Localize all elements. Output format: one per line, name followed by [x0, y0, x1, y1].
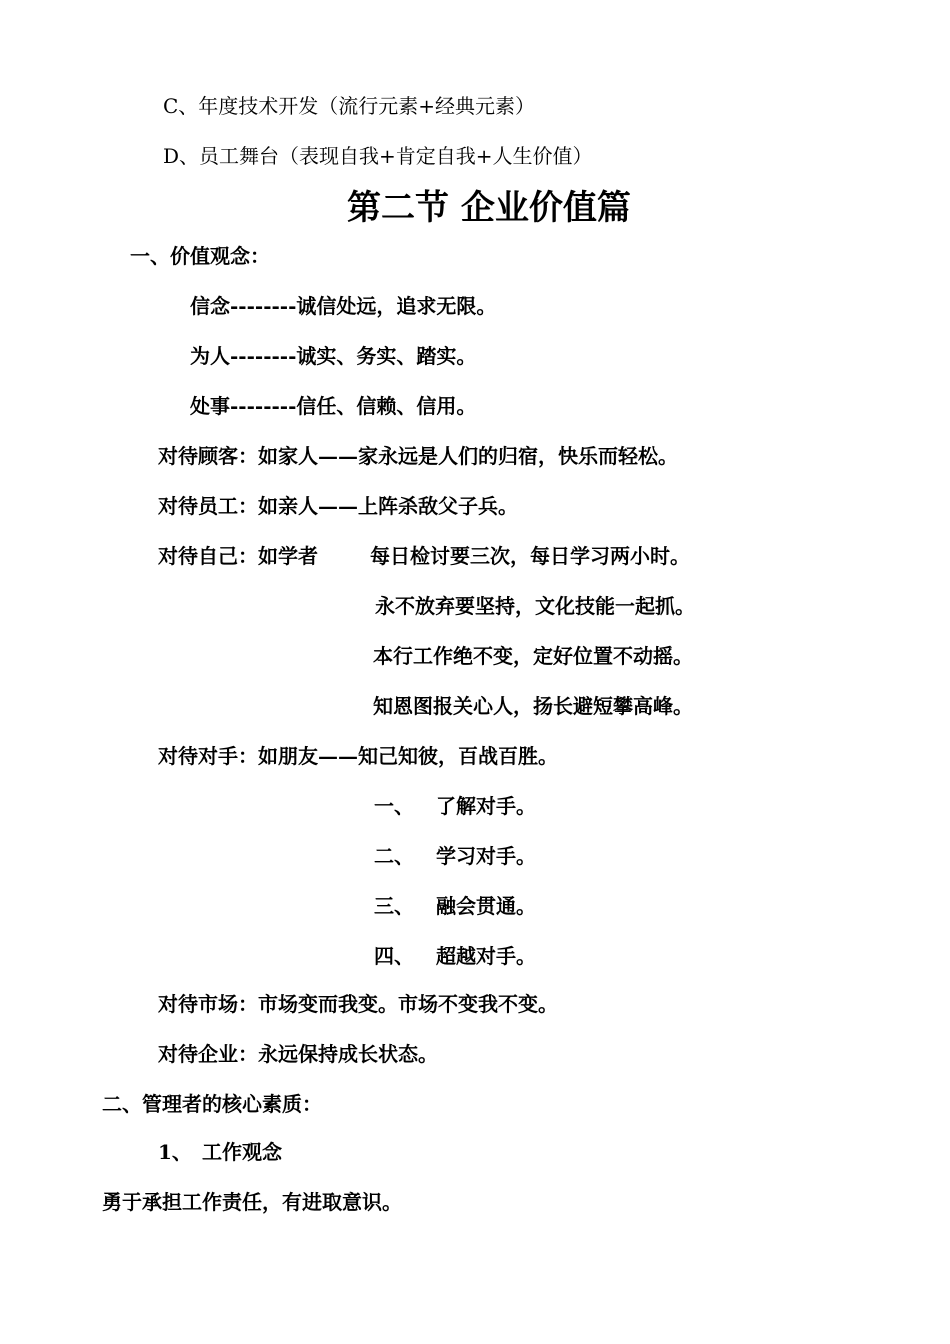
step-text: 超越对手。	[436, 944, 536, 968]
list-item-d: D、员工舞台（表现自我+肯定自我+人生价值）	[163, 144, 593, 168]
self-line-2: 永不放弃要坚持，文化技能一起抓。	[375, 594, 695, 618]
step-number: 三、	[374, 894, 414, 918]
section-title: 第二节 企业价值篇	[347, 188, 631, 228]
rival-step-1	[374, 792, 536, 820]
rival-step-2	[374, 842, 536, 870]
step-number: 二、	[374, 844, 414, 868]
list-item-c: C、年度技术开发（流行元素+经典元素）	[163, 94, 536, 118]
responsibility-text: 勇于承担工作责任，有进取意识。	[102, 1190, 402, 1214]
treat-enterprise: 对待企业：永远保持成长状态。	[158, 1042, 438, 1066]
treat-self-label: 对待自己：如学者	[158, 544, 318, 568]
value-conduct: 为人--------诚实、务实、踏实。	[190, 344, 477, 368]
step-number: 四、	[374, 944, 414, 968]
item-text: 工作观念	[202, 1140, 282, 1164]
treat-customers: 对待顾客：如家人——家永远是人们的归宿，快乐而轻松。	[158, 444, 678, 468]
step-text: 学习对手。	[436, 844, 536, 868]
step-number: 一、	[374, 794, 414, 818]
item-work-concept	[158, 1138, 282, 1166]
self-line-4: 知恩图报关心人，扬长避短攀高峰。	[373, 694, 693, 718]
treat-market: 对待市场：市场变而我变。市场不变我不变。	[158, 992, 558, 1016]
value-affairs: 处事--------信任、信赖、信用。	[190, 394, 477, 418]
step-text: 融会贯通。	[436, 894, 536, 918]
step-text: 了解对手。	[436, 794, 536, 818]
treat-staff: 对待员工：如亲人——上阵杀敌父子兵。	[158, 494, 518, 518]
values-heading: 一、价值观念：	[130, 244, 270, 268]
self-line-3: 本行工作绝不变，定好位置不动摇。	[373, 644, 693, 668]
treat-rivals: 对待对手：如朋友——知己知彼，百战百胜。	[158, 744, 558, 768]
rival-step-4	[374, 942, 536, 970]
value-belief: 信念--------诚信处远，追求无限。	[190, 294, 497, 318]
item-number: 1、	[158, 1140, 192, 1164]
management-heading: 二、管理者的核心素质：	[102, 1092, 322, 1116]
rival-step-3	[374, 892, 536, 920]
self-line-1: 每日检讨要三次，每日学习两小时。	[370, 544, 690, 568]
